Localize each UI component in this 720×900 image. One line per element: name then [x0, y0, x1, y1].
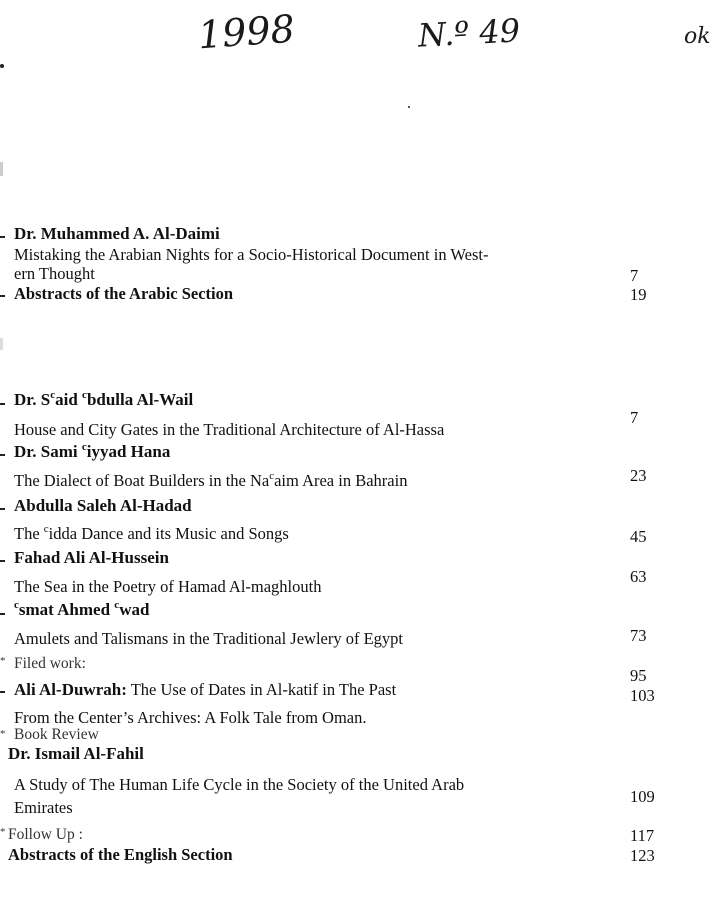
bullet-dash [0, 236, 5, 238]
handwritten-year: 1998 [196, 6, 297, 58]
article-author: $^c$smat Ahmed $^c$wad [14, 599, 150, 619]
handwritten-ok: ok [684, 24, 711, 49]
bullet-star: * [0, 826, 6, 838]
article-title: The $^c$idda Dance and its Music and Songs [14, 523, 289, 543]
bullet-dash [0, 613, 5, 615]
page-number: 19 [630, 285, 647, 304]
article-entry [14, 680, 396, 700]
page-number: 7 [630, 408, 639, 427]
article-author: Dr. $S^caid$ $^c$bdulla Al-Wail [14, 389, 194, 409]
article-title: From the Center’s Archives: A Folk Tale from Oman. [14, 708, 367, 727]
article-author: Dr. Ismail Al-Fahil [8, 744, 144, 763]
article-title: House and City Gates in the Traditional Architecture of Al-Hassa [14, 420, 445, 439]
article-title: The Sea in the Poetry of Hamad Al-maghlouth [14, 577, 322, 596]
faint-section-mark [0, 162, 193, 176]
handwritten-number: N.º 49 [417, 11, 521, 55]
bullet-dash [0, 691, 5, 693]
speck [408, 106, 410, 108]
article-author: Fahad Ali Al-Hussein [14, 548, 169, 567]
page-number: 23 [630, 466, 647, 485]
bullet-dash [0, 560, 5, 562]
section-label: Filed work: [14, 655, 86, 672]
margin-mark [0, 64, 4, 68]
article-title: ern Thought [14, 264, 95, 283]
section-label: Book Review [14, 726, 99, 743]
bullet-dash [0, 454, 5, 456]
article-title: Emirates [14, 798, 73, 817]
page-number: 45 [630, 527, 647, 546]
bullet-dash [0, 403, 5, 405]
page-number: 123 [630, 846, 655, 865]
section-label: Abstracts of the English Section [8, 845, 233, 864]
article-title: Mistaking the Arabian Nights for a Socio-Historical Document in West- [14, 245, 489, 264]
page-number: 63 [630, 567, 647, 586]
page-number: 117 [630, 826, 655, 845]
page-number: 7 [630, 266, 639, 285]
page-number: 103 [630, 686, 655, 705]
article-author: Ali Al-Duwrah: [14, 680, 127, 699]
article-author: Abdulla Saleh Al-Hadad [14, 496, 192, 515]
page-number: 109 [630, 787, 655, 806]
article-title: A Study of The Human Life Cycle in the Society of the United Arab [14, 775, 465, 794]
article-author: Dr. Muhammed A. Al-Daimi [14, 224, 220, 243]
article-author: Dr. Sami $^c$iyyad Hana [14, 441, 171, 461]
page-number: 73 [630, 626, 647, 645]
bullet-dash [0, 295, 5, 297]
bullet-star: * [0, 655, 6, 667]
faint-section-mark-2 [0, 338, 73, 350]
article-title: The Dialect of Boat Builders in the Na$^c$aim Area in Bahrain [14, 470, 408, 490]
section-label: Follow Up : [8, 826, 83, 843]
section-label: Abstracts of the Arabic Section [14, 284, 234, 303]
article-title: The Use of Dates in Al-katif in The Past [126, 680, 397, 699]
bullet-star: * [0, 728, 6, 740]
article-title: Amulets and Talismans in the Traditional Jewlery of Egypt [14, 629, 403, 648]
page-number: 95 [630, 666, 647, 685]
bullet-dash [0, 508, 5, 510]
